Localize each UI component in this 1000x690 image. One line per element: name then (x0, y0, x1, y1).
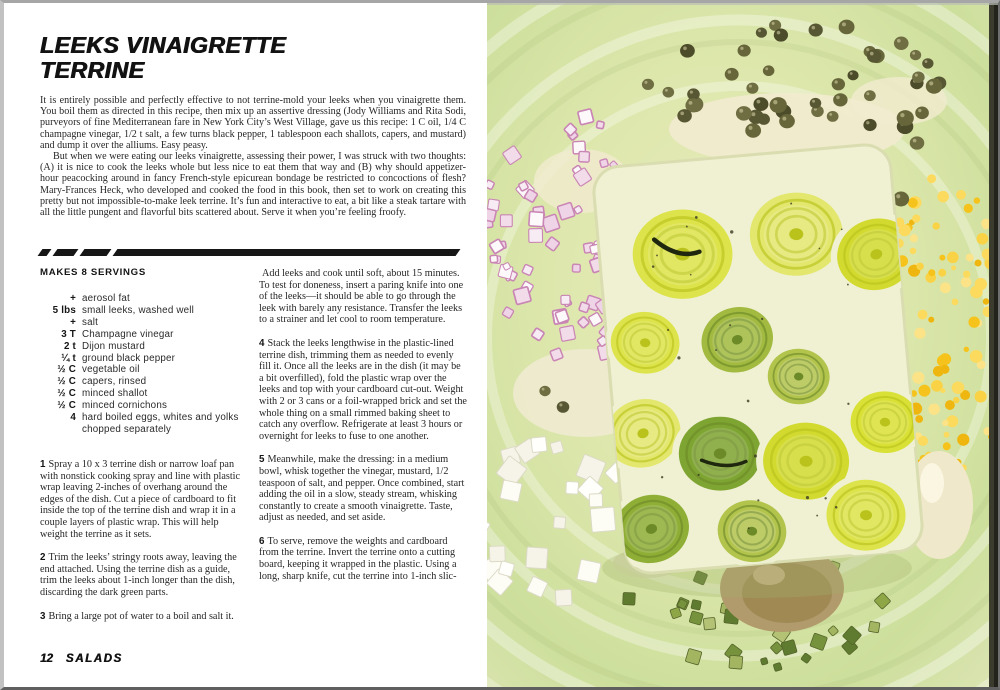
intro-paragraph-1: It is entirely possible and perfectly effective to not terrine-mold your leeks when you vinaigrette them. You boil them as directed in this recipe, then mix up an assertive dressing (Jody Williams and Rita Sodi, purveyors of fine Mediterranean fare in New York City’s West Village, gave us this recipe: 1 C oil, 1/4 C champagne vinegar, 1/2 t salt, a few turns black pepper, 1 tablespoon each shallots, capers, and mustard) and dump it over the alliums. Easy peasy. (40, 95, 466, 151)
page-title (40, 33, 286, 83)
step-5: 5 Meanwhile, make the dressing: in a medium bowl, whisk together the vinegar, mustard, 1/2 teaspoon of salt, and pepper. Once combined, start adding the oil in a slow, steady stream, whisking constantly to create a smooth vinaigrette. Taste, adjust as needed, and set aside. (259, 454, 465, 524)
step-3: 3 Bring a large pot of water to a boil and salt it. (40, 610, 234, 622)
ingredient-row: ½ C vegetable oil (57, 364, 140, 376)
page-number: 12 (40, 653, 53, 665)
ingredient-row: + aerosol fat (70, 293, 130, 304)
rule-dash (38, 249, 52, 256)
step-1: 1 Spray a 10 x 3 terrine dish or narrow loaf pan with nonstick cooking spray and line with plastic wrap leaving 2-inches of overhang around the edges of the dish. Cut a piece of cardboard to fit inside the top of the terrine dish and wrap it in a couple layers of plastic wrap. This will help weight the terrine as it sets. (40, 459, 241, 540)
section-name: SALADS (65, 653, 123, 665)
terrine-photo (487, 3, 998, 687)
ingredient-row: ¼ t ground black pepper (61, 352, 176, 364)
rule-dash (80, 249, 112, 256)
rule-dash (53, 249, 79, 256)
ingredient-row: ½ C minced cornichons (57, 400, 168, 412)
ingredient-row: ½ C capers, rinsed (57, 376, 147, 388)
step-4: 4 Stack the leeks lengthwise in the plastic-lined terrine dish, trimming them as needed to evenly fill it. Once all the leeks are in the dish (it may be a bit overfilled), fold the plastic wrap over the leeks and top with your cardboard cut-out. Weight with 2 or 3 cans or a foil-wrapped brick and set the whole thing on a small rimmed baking sheet to catch any overflow. Refrigerate at least 3 hours or overnight for leeks to fuse to one another. (259, 337, 467, 442)
ingredient-row: + salt (70, 316, 99, 328)
photo-edge (994, 3, 998, 687)
ingredient-row: ½ C minced shallot (57, 388, 148, 400)
intro-text (40, 95, 466, 218)
title-line-1: LEEKS VINAIGRETTE (40, 32, 287, 58)
ingredient-row: 2 t Dijon mustard (63, 340, 146, 352)
photo-edge (487, 3, 998, 5)
ingredient-row: 3 T Champagne vinegar (61, 328, 174, 340)
recipe-page (4, 3, 487, 687)
ingredient-row: 4 hard boiled eggs, whites and yolks chopped separately (70, 412, 239, 435)
page-footer (40, 653, 123, 665)
ingredient-row: 5 lbs small leeks, washed well (52, 304, 195, 316)
title-line-2: TERRINE (40, 57, 145, 83)
servings-label: MAKES 8 SERVINGS (40, 267, 146, 278)
step-3-continued: Add leeks and cook until soft, about 15 minutes. To test for doneness, insert a paring knife into one of the leeks—it should be able to go through the leek with barely any resistance. Transfer the leeks to a strainer and let cool to room temperature. (259, 268, 464, 326)
decorative-dash-rule (40, 249, 458, 256)
rule-bar (113, 249, 461, 256)
instructions-column-left (40, 459, 248, 634)
step-2: 2 Trim the leeks’ stringy roots away, leaving the end attached. Using the terrine dish as a guide, trim the leeks about 1-inch longer than the dish, discarding the dark green parts. (40, 552, 237, 598)
photo-page (487, 3, 998, 687)
ingredient-list (40, 293, 252, 436)
intro-paragraph-2: But when we were eating our leeks vinaigrette, assessing their power, I was struck with two thoughts: (A) it is nice to cook the leeks whole but less nice to eat them that way and (B) why should appetizer-hour peacocking around in fancy French-style epicurean bondage be restricted to concoctions of flesh? Mary-Frances Heck, who developed and cooked the food in this book, then set to work on creating this pretty but not impossible-to-make leek terrine. It’s fun and interactive to eat, a bit like a steak tartare with all the little pungent and flavorful bits scattered about. Serve it when you’re feeling froofy. (40, 151, 466, 219)
instructions-column-right (259, 268, 467, 594)
step-6: 6 To serve, remove the weights and cardboard from the terrine. Invert the terrine onto a cutting board, keeping it wrapped in the plastic. Using a long, sharp knife, cut the terrine into 1-inch slic- (259, 535, 457, 582)
